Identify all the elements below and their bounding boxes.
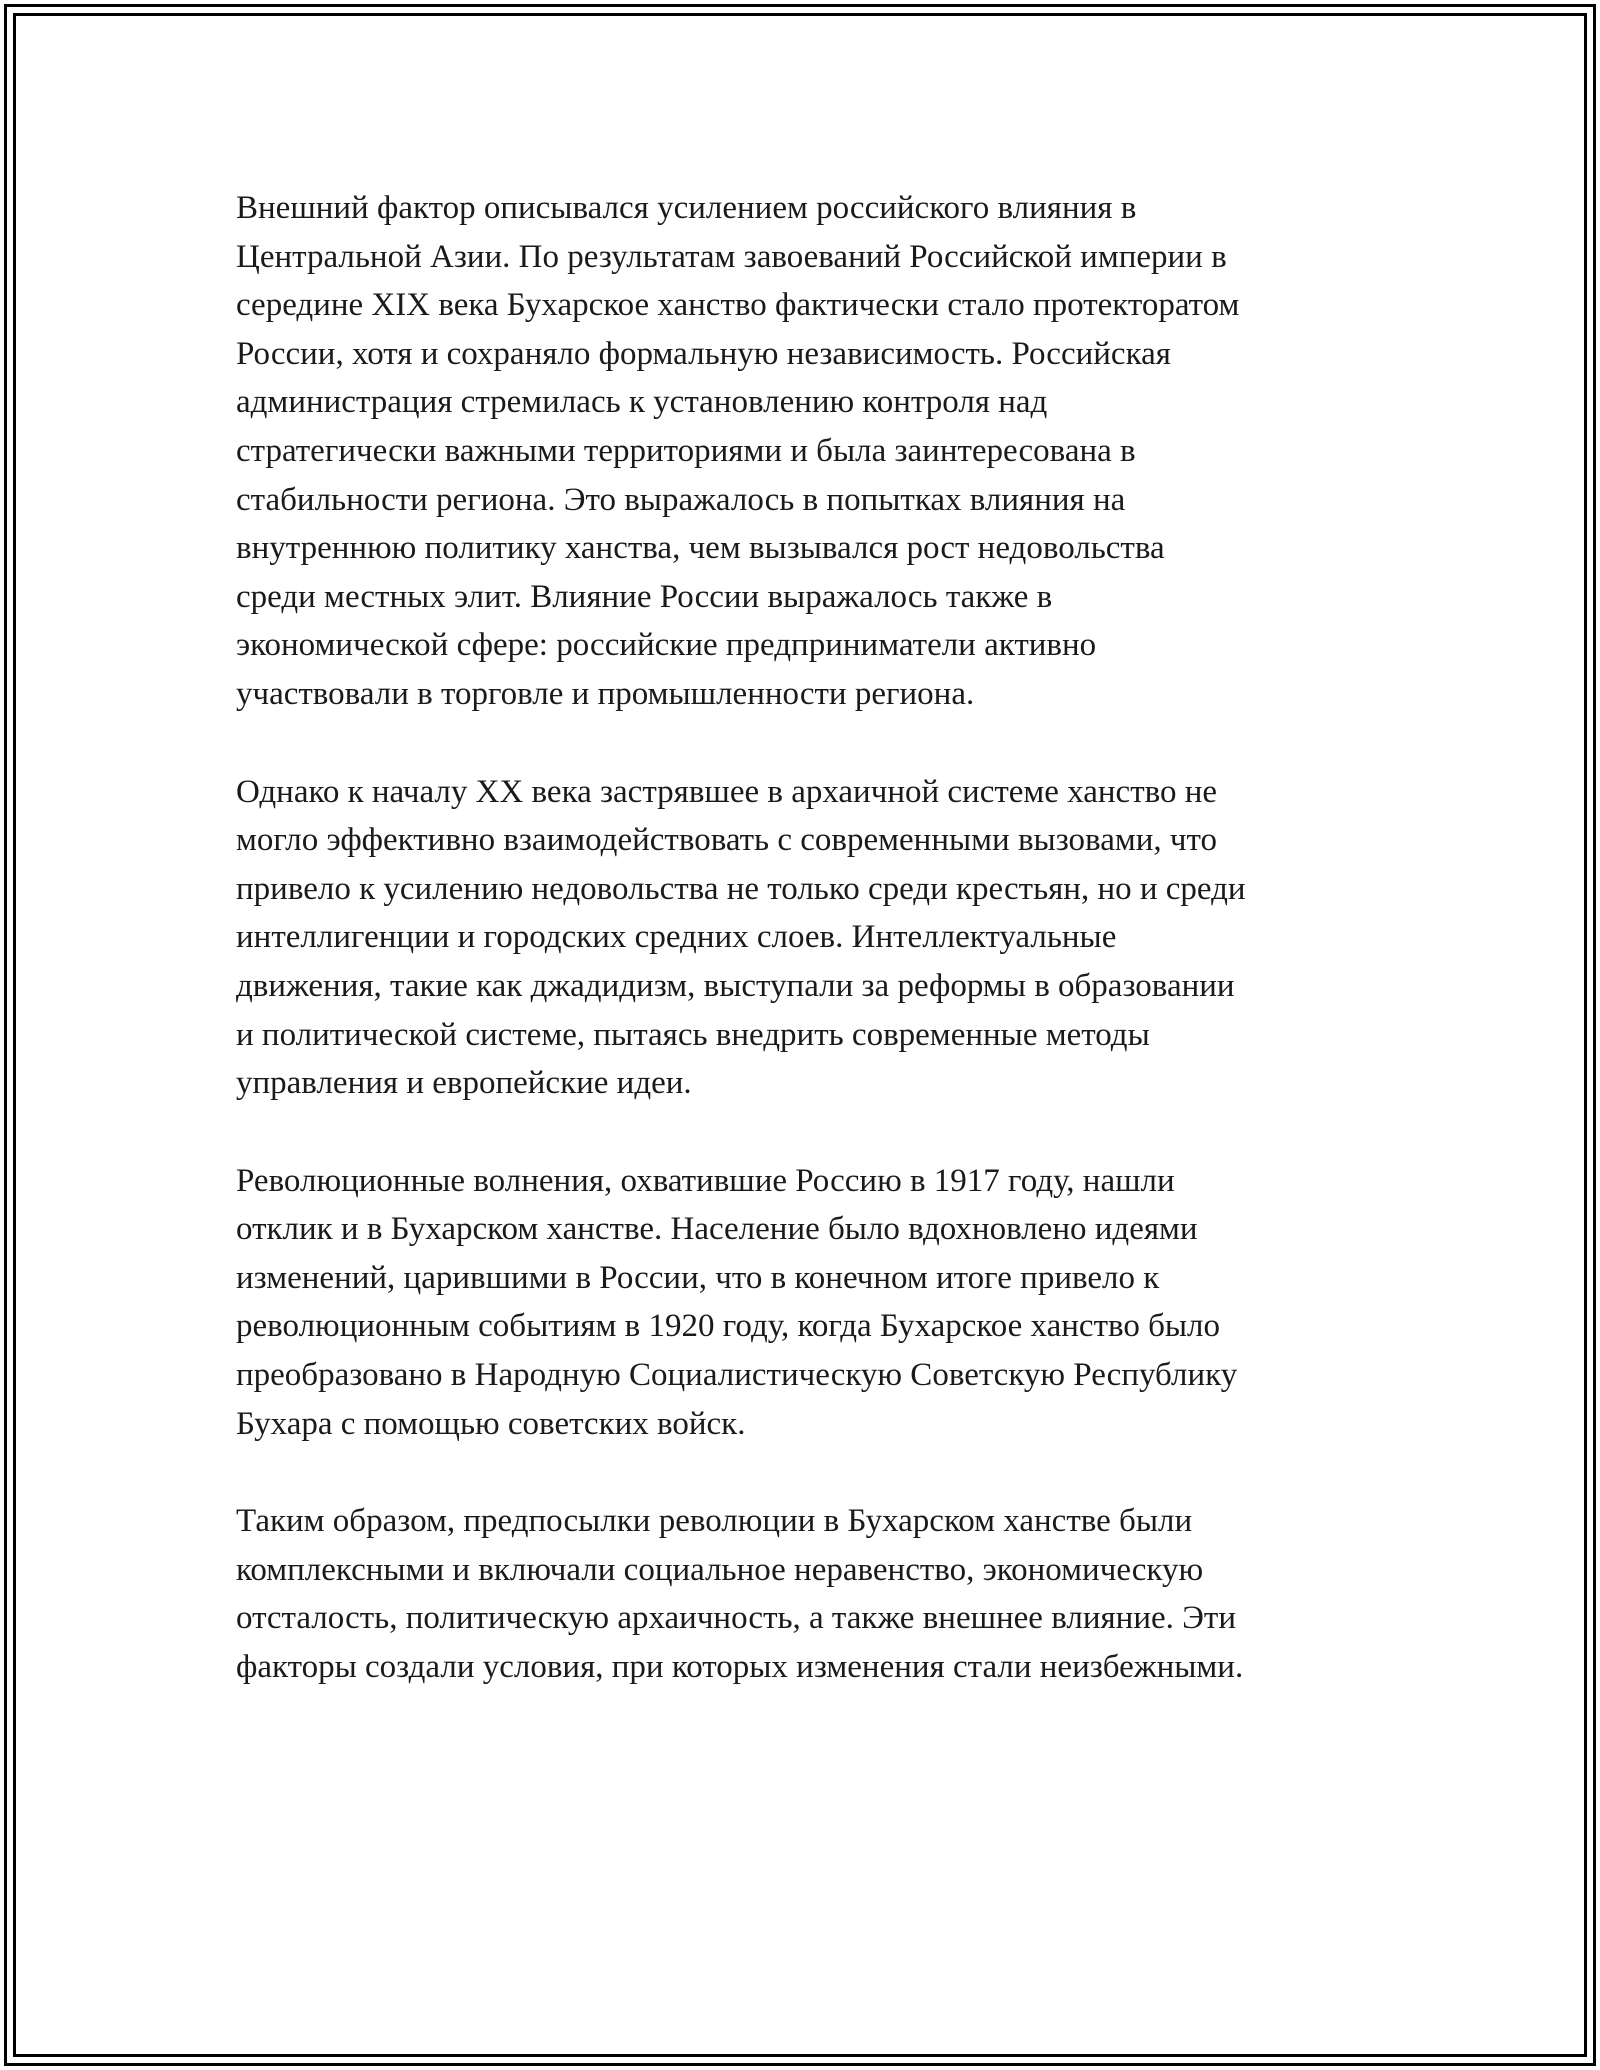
text-line: середине XIX века Бухарское ханство фактически стало протекторатом	[236, 287, 1240, 324]
text-line: Центральной Азии. По результатам завоеваний Российской империи в	[236, 238, 1227, 275]
text-line: факторы создали условия, при которых изменения стали неизбежными.	[236, 1649, 1244, 1686]
text-line: внутреннюю политику ханства, чем вызывался рост недовольства	[236, 530, 1165, 567]
text-line: отсталость, политическую архаичность, а также внешнее влияние. Эти	[236, 1600, 1236, 1637]
text-line: интеллигенции и городских средних слоев. Интеллектуальные	[236, 919, 1117, 956]
text-line: Бухара с помощью советских войск.	[236, 1405, 746, 1442]
text-line: среди местных элит. Влияние России выражалось также в	[236, 578, 1053, 615]
paragraph-conclusion	[236, 1497, 1376, 1691]
document-body	[236, 184, 1376, 1741]
text-line: России, хотя и сохраняло формальную независимость. Российская	[236, 335, 1171, 372]
text-line: привело к усилению недовольства не только среди крестьян, но и среди	[236, 870, 1246, 907]
text-line: преобразовано в Народную Социалистическую Советскую Республику	[236, 1357, 1238, 1394]
text-line: Однако к началу XX века застрявшее в архаичной системе ханство не	[236, 773, 1218, 810]
paragraph-early-20th-century	[236, 768, 1376, 1108]
text-line: отклик и в Бухарском ханстве. Население было вдохновлено идеями	[236, 1211, 1198, 1248]
text-line: администрация стремилась к установлению контроля над	[236, 384, 1048, 421]
text-line: комплексными и включали социальное неравенство, экономическую	[236, 1551, 1204, 1588]
text-line: Революционные волнения, охватившие Россию в 1917 году, нашли	[236, 1162, 1175, 1199]
text-line: и политической системе, пытаясь внедрить современные методы	[236, 1016, 1150, 1053]
text-line: движения, такие как джадидизм, выступали за реформы в образовании	[236, 967, 1235, 1004]
text-line: Внешний фактор описывался усилением российского влияния в	[236, 190, 1137, 226]
text-line: стабильности региона. Это выражалось в попытках влияния на	[236, 481, 1126, 518]
text-line: стратегически важными территориями и была заинтересована в	[236, 432, 1136, 469]
text-line: управления и европейские идеи.	[236, 1065, 692, 1102]
text-line: Таким образом, предпосылки революции в Бухарском ханстве были	[236, 1503, 1193, 1540]
text-line: могло эффективно взаимодействовать с современными вызовами, что	[236, 822, 1217, 859]
text-line: экономической сфере: российские предприниматели активно	[236, 627, 1097, 664]
text-line: изменений, царившими в России, что в конечном итоге привело к	[236, 1259, 1160, 1296]
paragraph-external-factor	[236, 184, 1376, 719]
text-line: революционным событиям в 1920 году, когда Бухарское ханство было	[236, 1308, 1221, 1345]
text-line: участвовали в торговле и промышленности региона.	[236, 675, 975, 712]
paragraph-revolutionary-unrest	[236, 1157, 1376, 1449]
